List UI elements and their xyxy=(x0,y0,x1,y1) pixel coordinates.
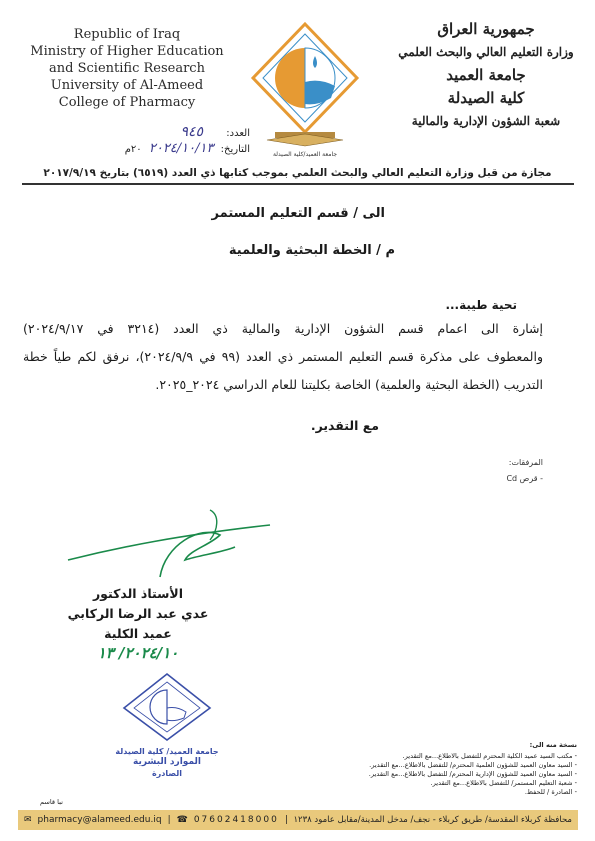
signature-date-value: ٢٠٢٤/١٠/ ١٣ xyxy=(97,644,179,662)
email-icon: ✉ xyxy=(24,815,32,825)
date-suffix: ٢٠م xyxy=(124,144,142,155)
ref-value: ٩٤٥ xyxy=(180,124,204,140)
letter-regards: مع التقدير. xyxy=(310,418,379,433)
cc-item-1: - مكتب السيد عميد الكلية المحترم للتفضل بالاطلاع...مع التقدير. xyxy=(402,752,577,760)
official-stamp xyxy=(112,672,222,782)
signatory-title: الأستاذ الدكتور xyxy=(92,586,184,601)
ar-line-college: كلية الصيدلة xyxy=(447,89,525,107)
letter-paragraph-line-3: التدريب (الخطة البحثية والعلمية) الخاصة بكليتنا للعام الدراسي ٢٠٢٤_٢٠٢٥. xyxy=(155,377,543,392)
reference-number-row xyxy=(70,124,250,140)
en-line-ministry: Ministry of Higher Education xyxy=(30,44,224,59)
typist-initials: نبا قاسم xyxy=(40,798,64,806)
letter-recipient: الى / قسم التعليم المستمر xyxy=(211,206,385,221)
attachments-label: المرفقات: xyxy=(508,458,543,467)
en-line-country: Republic of Iraq xyxy=(73,27,181,42)
en-line-university: University of Al-Ameed xyxy=(50,78,204,93)
stamp-line-1: جامعة العميد/ كلية الصيدلة xyxy=(115,747,219,756)
ministry-approval-note: مجازة من قبل وزارة التعليم العالي والبحث العلمي بموجب كتابها ذي العدد (٦٥١٩) بتاريخ ٢٠١٧/٩/١٩ xyxy=(43,167,552,179)
header-divider xyxy=(22,183,574,185)
cc-item-5: - الصادرة / للحفظ. xyxy=(524,788,577,796)
cc-item-2-text: السيد معاون العميد للشؤون العلمية المحترم/ للتفضل بالاطلاع...مع التقدير. xyxy=(369,761,573,769)
date-label: التاريخ: xyxy=(220,144,250,155)
cc-label: نسخة منه الى: xyxy=(529,741,577,749)
cc-item-4: - شعبة التعليم المستمر/ للتفضل بالاطلاع...مع التقدير. xyxy=(430,779,577,787)
arabic-letterhead xyxy=(391,18,581,133)
phone-icon: ☎ xyxy=(176,815,188,825)
cc-item-4-text: شعبة التعليم المستمر/ للتفضل بالاطلاع...مع التقدير. xyxy=(430,779,573,787)
reference-date-row xyxy=(50,141,250,156)
cc-item-5-text: الصادرة / للحفظ. xyxy=(524,788,573,796)
stamp-line-3: الصادرة xyxy=(151,769,183,778)
ref-label: العدد: xyxy=(226,128,250,139)
footer-email[interactable]: pharmacy@alameed.edu.iq xyxy=(37,815,162,825)
handwritten-signature xyxy=(60,505,280,585)
letter-paragraph-line-2: والمعطوف على مذكرة قسم التعليم المستمر ذي العدد (٩٩ في ٢٠٢٤/٩/٩)، نرفق لكم طياً خطة xyxy=(23,349,543,364)
footer-address: محافظة كربلاء المقدسة/ طريق كربلاء - نجف/ مدخل المدينة/مقابل عامود ١٢٣٨ xyxy=(293,815,572,825)
footer-bar xyxy=(18,810,578,830)
en-line-ministry-2: and Scientific Research xyxy=(49,61,205,76)
en-line-college: College of Pharmacy xyxy=(58,95,196,110)
ar-line-division: شعبة الشؤون الإدارية والمالية xyxy=(411,114,561,128)
attachments-item: - قرص Cd xyxy=(506,474,543,483)
cc-item-1-text: مكتب السيد عميد الكلية المحترم للتفضل بالاطلاع...مع التقدير. xyxy=(402,752,573,760)
ar-line-country: جمهورية العراق xyxy=(437,20,535,38)
signature-date xyxy=(33,644,243,663)
letter-greeting: تحية طيبة... xyxy=(445,298,517,312)
footer-separator-2: | xyxy=(284,815,288,825)
footer-separator-1: | xyxy=(167,815,171,825)
cc-item-3-text: السيد معاون العميد للشؤون الإدارية المحترم/ للتفضل بالاطلاع...مع التقدير. xyxy=(368,770,573,778)
date-value: ٢٠٢٤/١٠/١٣ xyxy=(148,141,214,156)
cc-item-2: - السيد معاون العميد للشؤون العلمية المحترم/ للتفضل بالاطلاع...مع التقدير. xyxy=(369,761,577,769)
cc-item-3: - السيد معاون العميد للشؤون الإدارية المحترم/ للتفضل بالاطلاع...مع التقدير. xyxy=(368,770,577,778)
signatory-name: عدي عبد الرضا الركابي xyxy=(67,606,209,621)
college-logo xyxy=(245,20,365,160)
letter-paragraph-line-1: إشارة الى اعمام قسم الشؤون الإدارية والمالية ذي العدد (٣٢١٤ في ٢٠٢٤/٩/١٧) xyxy=(23,321,544,336)
stamp-line-2: الموارد البشرية xyxy=(133,757,201,767)
ar-line-ministry: وزارة التعليم العالي والبحث العلمي xyxy=(398,45,574,59)
ar-line-university: جامعة العميد xyxy=(446,66,526,84)
footer-phone[interactable]: 07602418000 xyxy=(193,815,279,825)
letter-subject: م / الخطة البحثية والعلمية xyxy=(228,243,395,258)
footer-contacts xyxy=(24,815,288,825)
english-letterhead xyxy=(22,26,232,111)
signatory-position: عميد الكلية xyxy=(104,626,172,641)
svg-text:جامعة العميد/كلية الصيدلة: جامعة العميد/كلية الصيدلة xyxy=(272,151,338,158)
